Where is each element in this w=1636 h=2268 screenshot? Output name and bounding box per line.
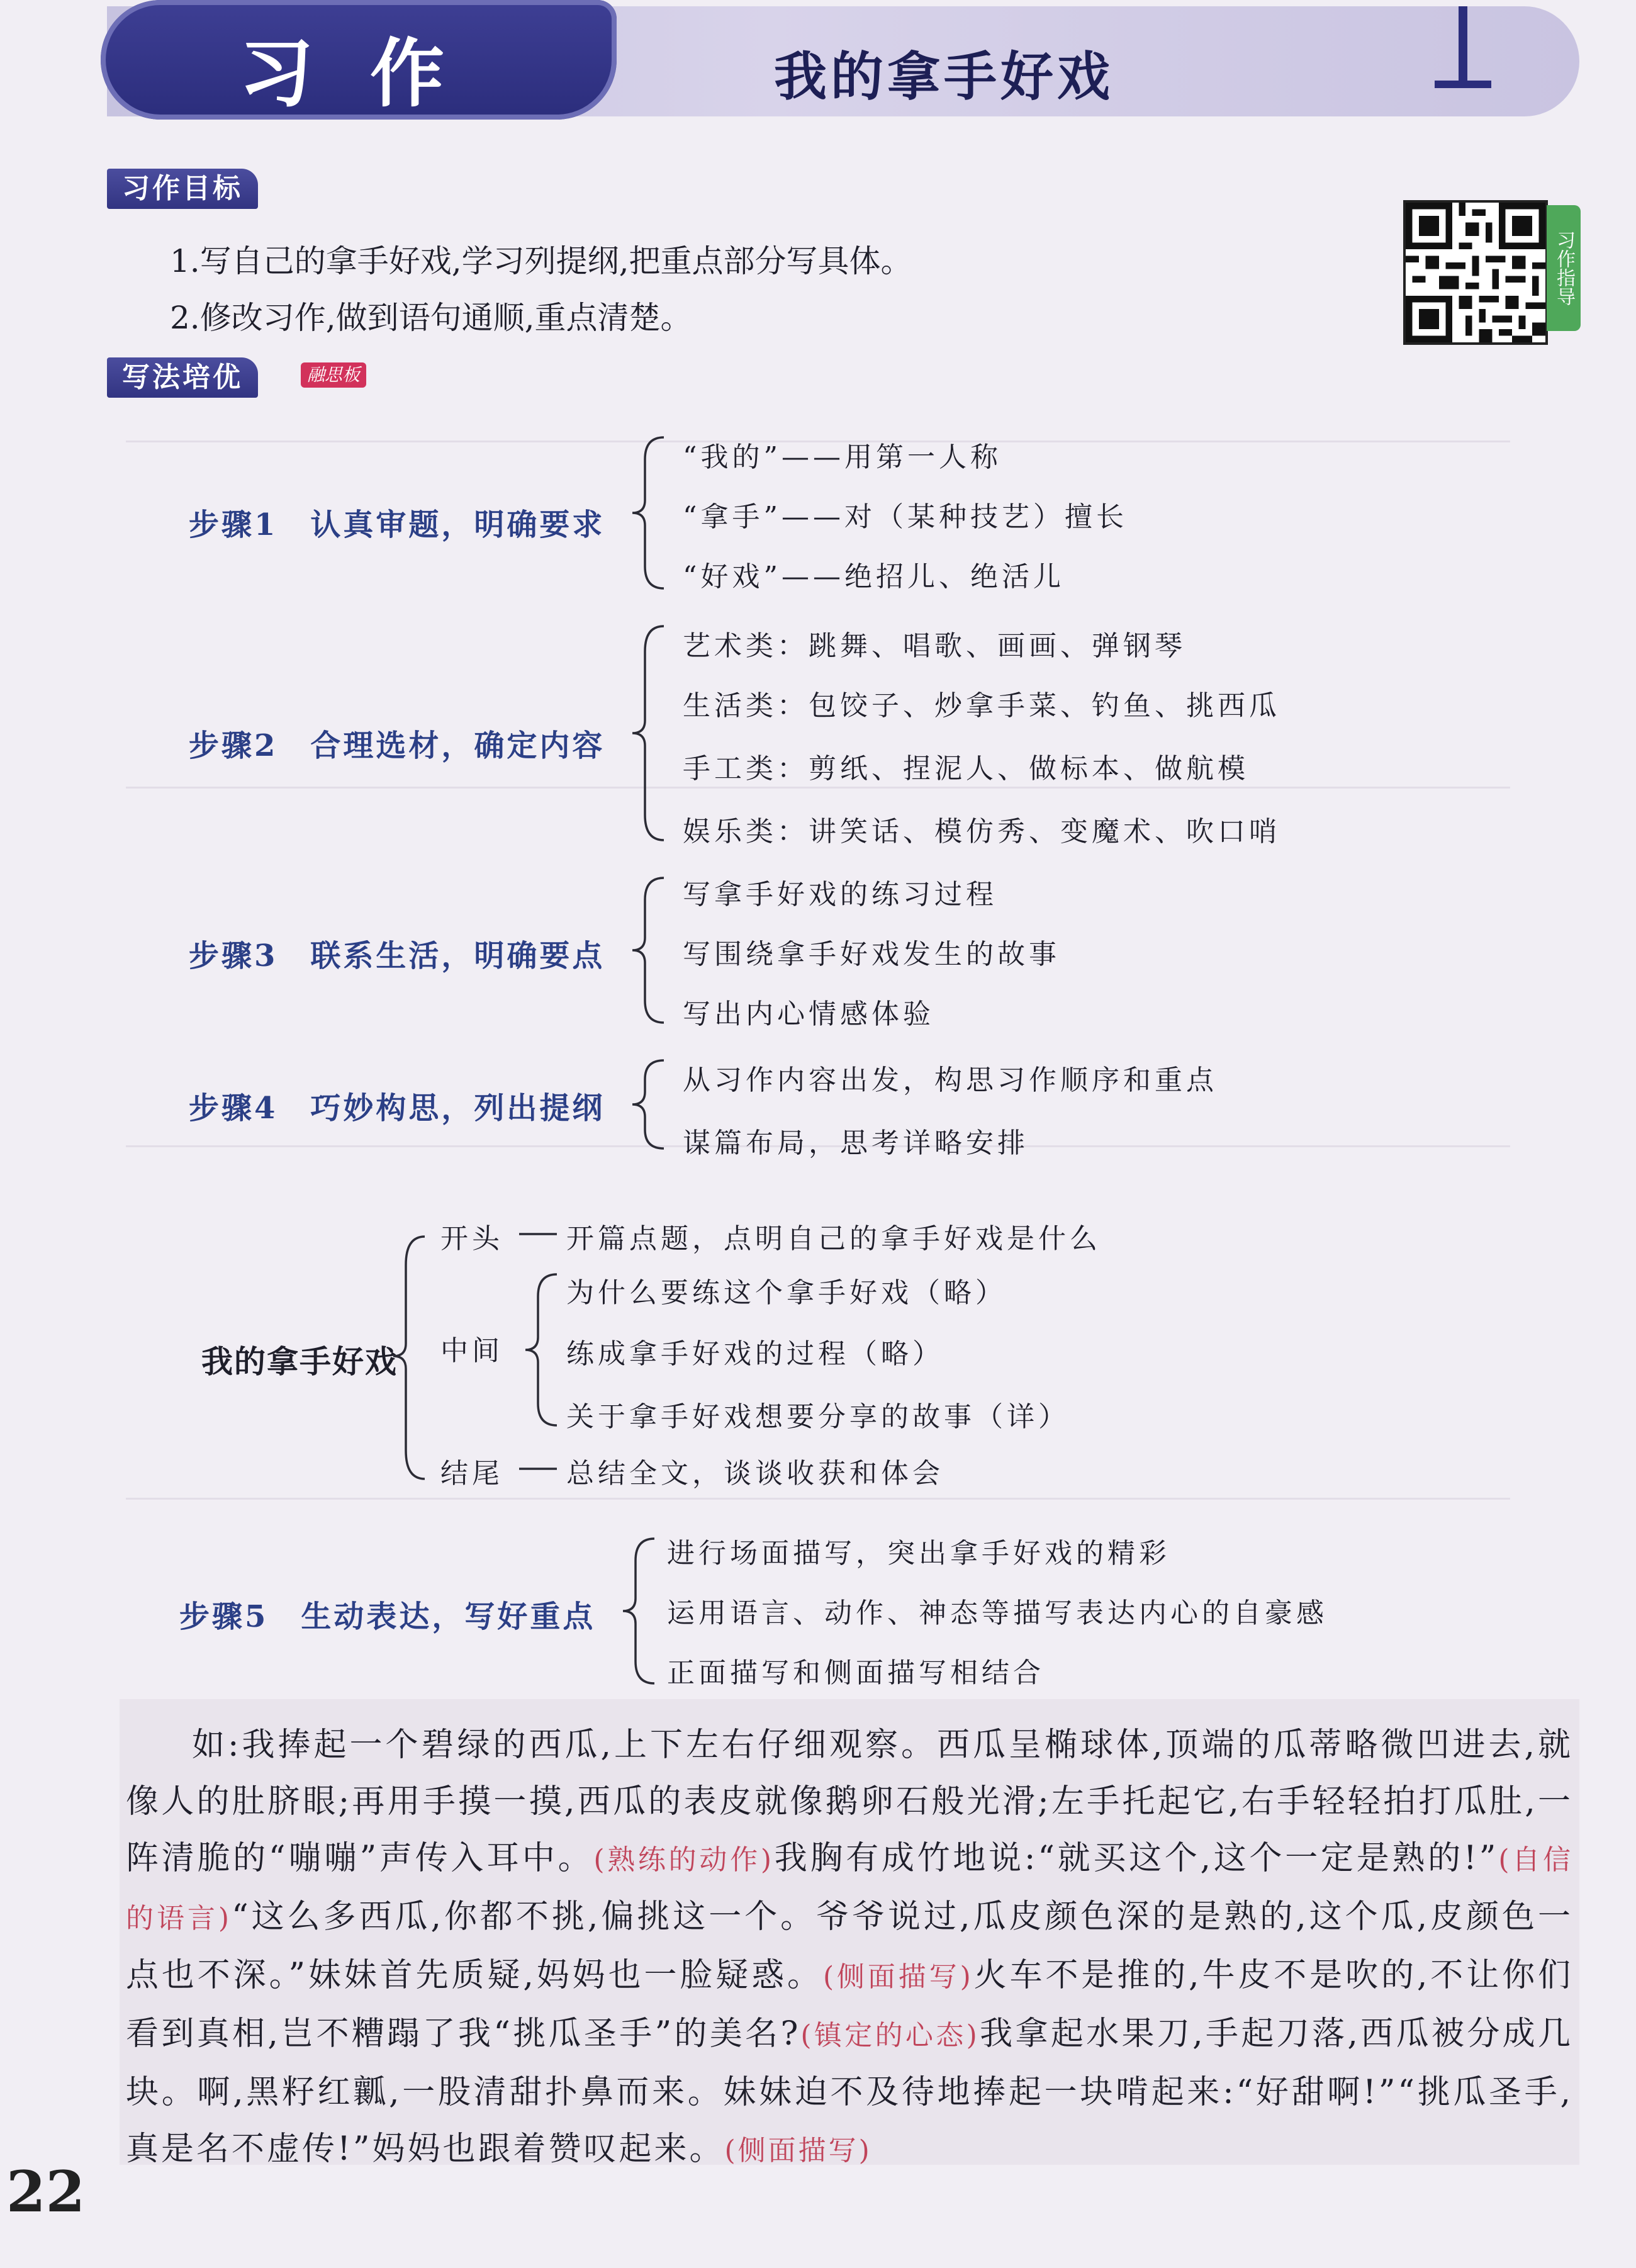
example-note-4: (镇定的心态) <box>800 2019 980 2052</box>
method-tag: 写法培优 <box>107 357 258 398</box>
step-4-brace <box>629 1057 667 1152</box>
example-note-1: (熟练的动作) <box>593 1844 775 1876</box>
step-2-item-3: 手工类：剪纸、捏泥人、做标本、做航模 <box>683 753 1249 785</box>
outline-begin-dash <box>516 1232 560 1236</box>
example-note-3: (侧面描写) <box>822 1961 973 1993</box>
step-2-label: 步骤2 合理选材，确定内容 <box>189 728 605 763</box>
example-text-3: “这么多西瓜,你都不挑,偏挑这一个。爷爷说过,瓜皮颜色深的是熟的,这个瓜,皮颜色一点也不深。”妹妹首先质疑,妈妈也一脸疑惑。 <box>126 1898 1574 1994</box>
example-paragraph <box>126 1717 1573 2179</box>
step-3-label: 步骤3 联系生活，明确要点 <box>189 938 605 974</box>
step-5-brace <box>620 1535 658 1687</box>
step-3-item-1: 写拿手好戏的练习过程 <box>683 879 997 911</box>
step-2-item-1: 艺术类：跳舞、唱歌、画画、弹钢琴 <box>683 630 1186 662</box>
step-1-item-1: “我的”——用第一人称 <box>683 441 1002 473</box>
example-text-1: 如:我捧起一个碧绿的西瓜,上下左右仔细观察。西瓜呈椭球体,顶端的瓜蒂略微凹进去,就像人的肚脐眼;再用手摸一摸,西瓜的表皮就像鹅卵石般光滑;左手托起它,右手轻轻拍打瓜肚,一阵清脆的“嘣嘣”声传入耳中。 <box>126 1726 1573 1877</box>
step-2-item-2: 生活类：包饺子、炒拿手菜、钓鱼、挑西瓜 <box>683 690 1280 722</box>
goal-2: 2.修改习作,做到语句通顺,重点清楚。 <box>170 300 692 336</box>
outline-middle-item-3: 关于拿手好戏想要分享的故事（详） <box>566 1401 1070 1433</box>
outline-middle-item-2: 练成拿手好戏的过程（略） <box>566 1338 944 1370</box>
outline-begin-text: 开篇点题，点明自己的拿手好戏是什么 <box>566 1223 1101 1255</box>
step-3-brace <box>629 875 667 1026</box>
qr-code-icon[interactable] <box>1403 200 1548 345</box>
step-5-label: 步骤5 生动表达，写好重点 <box>179 1599 596 1634</box>
step-4-label: 步骤4 巧妙构思，列出提纲 <box>189 1091 605 1126</box>
outline-end-dash <box>516 1467 560 1471</box>
step-5-item-1: 进行场面描写，突出拿手好戏的精彩 <box>667 1537 1170 1569</box>
outline-begin-label: 开头 <box>440 1223 503 1255</box>
outline-end-text: 总结全文，谈谈收获和体会 <box>566 1457 944 1490</box>
step-1-item-3: “好戏”——绝招儿、绝活儿 <box>683 561 1065 593</box>
outline-brace <box>390 1233 428 1485</box>
step-4-item-1: 从习作内容出发，构思习作顺序和重点 <box>683 1064 1218 1096</box>
example-note-2: (自信的语言) <box>126 1844 1573 1934</box>
outline-middle-brace <box>522 1271 560 1429</box>
step-2-item-4: 娱乐类：讲笑话、模仿秀、变魔术、吹口哨 <box>683 816 1280 848</box>
step-3-item-3: 写出内心情感体验 <box>683 998 934 1030</box>
step-1-label: 步骤1 认真审题，明确要求 <box>189 507 605 542</box>
page-number: 22 <box>6 2159 86 2225</box>
example-note-5: (侧面描写) <box>724 2135 872 2167</box>
method-badge: 融思板 <box>301 362 366 388</box>
step-3-item-2: 写围绕拿手好戏发生的故事 <box>683 938 1060 970</box>
step-1-brace <box>629 434 667 592</box>
step-5-item-2: 运用语言、动作、神态等描写表达内心的自豪感 <box>667 1597 1328 1629</box>
outline-root: 我的拿手好戏 <box>201 1343 398 1380</box>
step-4-item-2: 谋篇布局，思考详略安排 <box>683 1127 1029 1159</box>
qr-side-label: 习作指导 <box>1547 205 1581 331</box>
step-1-item-2: “拿手”——对（某种技艺）擅长 <box>683 501 1128 533</box>
step-5-item-3: 正面描写和侧面描写相结合 <box>667 1657 1045 1689</box>
outline-middle-item-1: 为什么要练这个拿手好戏（略） <box>566 1277 1007 1309</box>
outline-end-label: 结尾 <box>440 1457 503 1490</box>
goal-1: 1.写自己的拿手好戏,学习列提纲,把重点部分写具体。 <box>170 243 912 279</box>
header-mark-icon <box>1435 6 1491 94</box>
goals-tag: 习作目标 <box>107 169 258 209</box>
step-2-brace <box>629 623 667 843</box>
header-label: 习作 <box>239 30 501 117</box>
page-title: 我的拿手好戏 <box>774 45 1114 108</box>
example-text-5: 我拿起水果刀,手起刀落,西瓜被分成几块。啊,黑籽红瓤,一股清甜扑鼻而来。妹妹迫不及待地捧起一块啃起来:“好甜啊!”“挑瓜圣手,真是名不虚传!”妈妈也跟着赞叹起来。 <box>126 2015 1573 2168</box>
example-text-4: 火车不是推的,牛皮不是吹的,不让你们看到真相,岂不糟蹋了我“挑瓜圣手”的美名? <box>126 1956 1573 2053</box>
example-text-2: 我胸有成竹地说:“就买这个,这个一定是熟的!” <box>774 1839 1499 1877</box>
outline-middle-label: 中间 <box>440 1335 503 1367</box>
